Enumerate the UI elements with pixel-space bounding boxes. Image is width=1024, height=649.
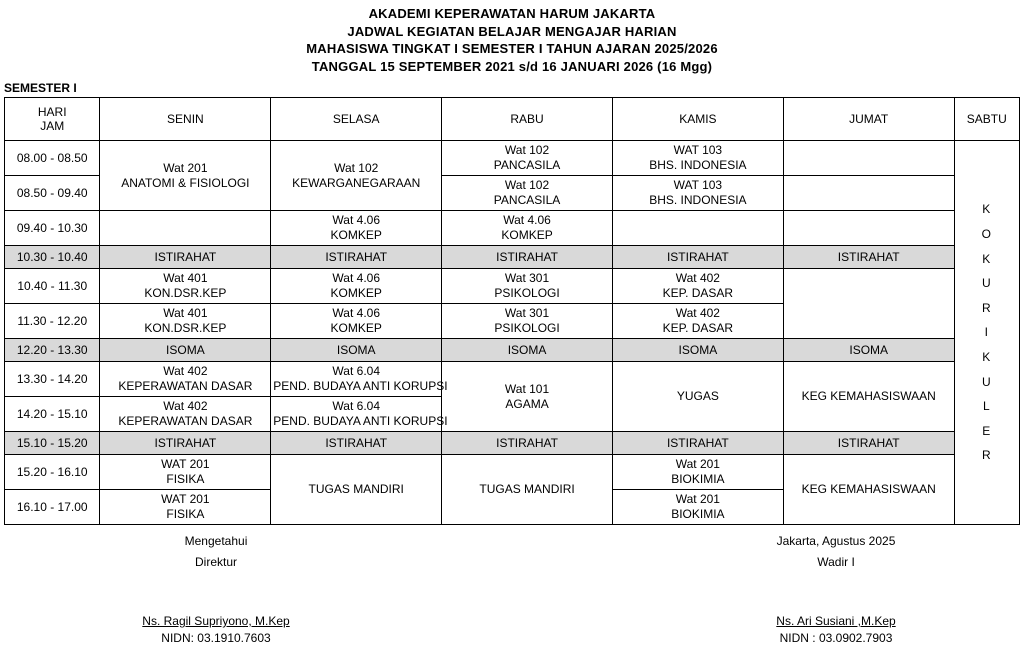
cell-rabu-1330 bbox=[442, 362, 613, 432]
cell-subject: BHS. INDONESIA bbox=[649, 158, 747, 173]
cell-sabtu-kokurikuler bbox=[954, 141, 1019, 525]
break-selasa-istirahat-2: ISTIRAHAT bbox=[271, 432, 442, 455]
signature-right bbox=[696, 531, 976, 648]
time-slot-1510: 15.10 - 15.20 bbox=[5, 432, 100, 455]
cell-jumat-0850 bbox=[783, 176, 954, 211]
cell-subject: PEND. BUDAYA ANTI KORUPSI bbox=[273, 414, 448, 429]
cell-subject: KOMKEP bbox=[330, 228, 382, 243]
column-header-jumat: JUMAT bbox=[783, 98, 954, 141]
cell-selasa-1520 bbox=[271, 455, 442, 525]
break-rabu-isoma: ISOMA bbox=[442, 339, 613, 362]
cell-subject: KEPERAWATAN DASAR bbox=[118, 379, 253, 394]
cell-jumat-0800 bbox=[783, 141, 954, 176]
cell-code: Wat 102 bbox=[504, 178, 550, 193]
time-slot-0800: 08.00 - 08.50 bbox=[5, 141, 100, 176]
break-kamis-istirahat: ISTIRAHAT bbox=[612, 246, 783, 269]
time-slot-0850: 08.50 - 09.40 bbox=[5, 176, 100, 211]
cell-code: Wat 101 bbox=[504, 381, 550, 396]
column-header-hari-jam bbox=[5, 98, 100, 141]
signature-block bbox=[0, 531, 1024, 645]
header-institution: AKADEMI KEPERAWATAN HARUM JAKARTA bbox=[368, 6, 656, 21]
corner-label-jam: JAM bbox=[40, 119, 65, 134]
cell-code: WAT 201 bbox=[161, 457, 210, 472]
signature-left-line2: Direktur bbox=[194, 554, 237, 569]
cell-code: Wat 102 bbox=[334, 160, 379, 175]
sabtu-letter: R bbox=[981, 300, 992, 315]
table-row bbox=[5, 211, 1020, 246]
cell-jumat-1040 bbox=[783, 269, 954, 339]
break-selasa-istirahat: ISTIRAHAT bbox=[271, 246, 442, 269]
cell-code: Wat 201 bbox=[675, 492, 720, 507]
cell-kamis-1040 bbox=[612, 269, 783, 304]
time-slot-1040: 10.40 - 11.30 bbox=[5, 269, 100, 304]
column-header-kamis: KAMIS bbox=[612, 98, 783, 141]
cell-selasa-0800 bbox=[271, 141, 442, 211]
cell-selasa-1040 bbox=[271, 269, 442, 304]
cell-kamis-1130 bbox=[612, 304, 783, 339]
cell-senin-1130 bbox=[100, 304, 271, 339]
break-rabu-istirahat-2: ISTIRAHAT bbox=[442, 432, 613, 455]
cell-subject: PANCASILA bbox=[493, 193, 561, 208]
column-header-selasa: SELASA bbox=[271, 98, 442, 141]
table-row bbox=[5, 455, 1020, 490]
cell-senin-0940 bbox=[100, 211, 271, 246]
cell-code: Wat 4.06 bbox=[332, 271, 380, 286]
header-daterange: TANGGAL 15 SEPTEMBER 2021 s/d 16 JANUARI 2026 (16 Mgg) bbox=[311, 58, 713, 74]
corner-label-hari: HARI bbox=[37, 105, 67, 120]
cell-kamis-1610 bbox=[612, 490, 783, 525]
sabtu-letter: U bbox=[981, 276, 992, 291]
cell-jumat-1330 bbox=[783, 362, 954, 432]
cell-code: WAT 103 bbox=[673, 143, 723, 158]
signature-right-nidn: NIDN : 03.0902.7903 bbox=[779, 630, 893, 645]
time-slot-0940: 09.40 - 10.30 bbox=[5, 211, 100, 246]
cell-code: Wat 4.06 bbox=[332, 213, 380, 228]
cell-subject: PSIKOLOGI bbox=[494, 286, 560, 301]
cell-code: WAT 103 bbox=[673, 178, 723, 193]
cell-subject: AGAMA bbox=[505, 396, 549, 411]
signature-left-name: Ns. Ragil Supriyono, M.Kep bbox=[142, 613, 290, 628]
cell-code: Wat 402 bbox=[675, 306, 720, 321]
cell-code: Wat 301 bbox=[504, 271, 550, 286]
cell-subject: KON.DSR.KEP bbox=[144, 286, 227, 301]
cell-rabu-0850 bbox=[442, 176, 613, 211]
cell-subject: ANATOMI & FISIOLOGI bbox=[121, 175, 250, 190]
cell-subject: KEP. DASAR bbox=[662, 321, 734, 336]
cell-code: Wat 6.04 bbox=[332, 399, 380, 414]
cell-subject: BIOKIMIA bbox=[671, 472, 725, 487]
time-slot-1420: 14.20 - 15.10 bbox=[5, 397, 100, 432]
time-slot-1520: 15.20 - 16.10 bbox=[5, 455, 100, 490]
table-row bbox=[5, 141, 1020, 176]
time-slot-1220: 12.20 - 13.30 bbox=[5, 339, 100, 362]
cell-kamis-0940 bbox=[612, 211, 783, 246]
cell-kamis-1330 bbox=[612, 362, 783, 432]
sabtu-letter: R bbox=[981, 448, 992, 463]
cell-code: Wat 201 bbox=[675, 457, 720, 472]
signature-right-line2: Wadir I bbox=[817, 554, 855, 569]
cell-jumat-1520 bbox=[783, 455, 954, 525]
break-senin-isoma: ISOMA bbox=[100, 339, 271, 362]
document-header bbox=[0, 0, 1024, 75]
cell-code: Wat 301 bbox=[504, 306, 550, 321]
break-senin-istirahat-2: ISTIRAHAT bbox=[100, 432, 271, 455]
cell-kamis-0800 bbox=[612, 141, 783, 176]
cell-senin-1040 bbox=[100, 269, 271, 304]
cell-selasa-1330 bbox=[271, 362, 448, 397]
sabtu-letter: E bbox=[982, 423, 992, 438]
time-slot-1610: 16.10 - 17.00 bbox=[5, 490, 100, 525]
table-row bbox=[5, 269, 1020, 304]
signature-left bbox=[96, 531, 336, 648]
break-senin-istirahat: ISTIRAHAT bbox=[100, 246, 271, 269]
cell-selasa-0940 bbox=[271, 211, 442, 246]
break-jumat-istirahat-2: ISTIRAHAT bbox=[783, 432, 954, 455]
cell-code: Wat 201 bbox=[163, 160, 208, 175]
cell-subject: TUGAS MANDIRI bbox=[479, 482, 575, 497]
cell-rabu-1520 bbox=[442, 455, 613, 525]
table-header-row bbox=[5, 98, 1020, 141]
sabtu-letter: K bbox=[982, 202, 992, 217]
cell-code: Wat 401 bbox=[163, 306, 208, 321]
break-jumat-isoma: ISOMA bbox=[783, 339, 954, 362]
column-header-sabtu: SABTU bbox=[954, 98, 1019, 141]
break-kamis-istirahat-2: ISTIRAHAT bbox=[612, 432, 783, 455]
cell-kamis-1520 bbox=[612, 455, 783, 490]
cell-code: Wat 402 bbox=[675, 271, 720, 286]
signature-left-nidn: NIDN: 03.1910.7603 bbox=[161, 630, 271, 645]
sabtu-letter: I bbox=[984, 325, 989, 340]
cell-rabu-0940 bbox=[442, 211, 613, 246]
column-header-senin: SENIN bbox=[100, 98, 271, 141]
break-selasa-isoma: ISOMA bbox=[271, 339, 442, 362]
cell-subject: KEG KEMAHASISWAAN bbox=[801, 482, 936, 497]
cell-selasa-1130 bbox=[271, 304, 442, 339]
cell-code: Wat 4.06 bbox=[332, 306, 380, 321]
cell-code: Wat 401 bbox=[163, 271, 208, 286]
cell-subject: PSIKOLOGI bbox=[494, 321, 560, 336]
cell-senin-1610 bbox=[100, 490, 271, 525]
break-kamis-isoma: ISOMA bbox=[612, 339, 783, 362]
table-row bbox=[5, 362, 1020, 397]
table-row-break bbox=[5, 339, 1020, 362]
cell-kamis-0850 bbox=[612, 176, 783, 211]
signature-left-line1: Mengetahui bbox=[184, 534, 248, 549]
cell-subject: KEWARGANEGARAAN bbox=[292, 175, 421, 190]
cell-jumat-0940 bbox=[783, 211, 954, 246]
signature-right-name: Ns. Ari Susiani ,M.Kep bbox=[776, 613, 896, 628]
cell-selasa-1420 bbox=[271, 397, 448, 432]
table-row-break bbox=[5, 432, 1020, 455]
cell-code: Wat 102 bbox=[504, 143, 550, 158]
time-slot-1130: 11.30 - 12.20 bbox=[5, 304, 100, 339]
table-row-break bbox=[5, 246, 1020, 269]
cell-subject: PANCASILA bbox=[493, 158, 561, 173]
cell-subject: KEPERAWATAN DASAR bbox=[118, 414, 253, 429]
cell-subject: BIOKIMIA bbox=[671, 507, 725, 522]
time-slot-1330: 13.30 - 14.20 bbox=[5, 362, 100, 397]
cell-senin-1330 bbox=[100, 362, 271, 397]
cell-subject: BHS. INDONESIA bbox=[649, 193, 747, 208]
header-subtitle: MAHASISWA TINGKAT I SEMESTER I TAHUN AJARAN 2025/2026 bbox=[306, 41, 718, 57]
column-header-rabu: RABU bbox=[442, 98, 613, 141]
cell-senin-1420 bbox=[100, 397, 271, 432]
cell-subject: KOMKEP bbox=[330, 286, 382, 301]
cell-senin-1520 bbox=[100, 455, 271, 490]
cell-senin-0800 bbox=[100, 141, 271, 211]
cell-subject: KOMKEP bbox=[501, 228, 553, 243]
break-rabu-istirahat: ISTIRAHAT bbox=[442, 246, 613, 269]
signature-right-line1: Jakarta, Agustus 2025 bbox=[776, 534, 896, 549]
cell-subject: KOMKEP bbox=[330, 321, 382, 336]
time-slot-1030: 10.30 - 10.40 bbox=[5, 246, 100, 269]
cell-code: WAT 201 bbox=[161, 492, 210, 507]
cell-code: Wat 402 bbox=[163, 364, 208, 379]
cell-subject: PEND. BUDAYA ANTI KORUPSI bbox=[273, 379, 448, 394]
cell-rabu-0800 bbox=[442, 141, 613, 176]
sabtu-letter: K bbox=[982, 349, 992, 364]
schedule-table bbox=[4, 97, 1020, 525]
cell-subject: FISIKA bbox=[166, 472, 205, 487]
semester-label: SEMESTER I bbox=[4, 81, 77, 96]
cell-subject: YUGAS bbox=[676, 389, 719, 404]
cell-subject: KEP. DASAR bbox=[662, 286, 734, 301]
sabtu-letter: K bbox=[982, 251, 992, 266]
cell-code: Wat 4.06 bbox=[503, 213, 551, 228]
header-title: JADWAL KEGIATAN BELAJAR MENGAJAR HARIAN bbox=[347, 23, 677, 39]
break-jumat-istirahat: ISTIRAHAT bbox=[783, 246, 954, 269]
cell-code: Wat 402 bbox=[163, 399, 208, 414]
cell-code: Wat 6.04 bbox=[332, 364, 380, 379]
sabtu-letter: U bbox=[981, 374, 992, 389]
cell-subject: KON.DSR.KEP bbox=[144, 321, 227, 336]
sabtu-letter: L bbox=[982, 399, 991, 414]
cell-rabu-1040 bbox=[442, 269, 613, 304]
cell-subject: TUGAS MANDIRI bbox=[308, 482, 404, 497]
cell-subject: KEG KEMAHASISWAAN bbox=[801, 389, 936, 404]
cell-subject: FISIKA bbox=[166, 507, 205, 522]
sabtu-letter: O bbox=[981, 227, 992, 242]
cell-rabu-1130 bbox=[442, 304, 613, 339]
